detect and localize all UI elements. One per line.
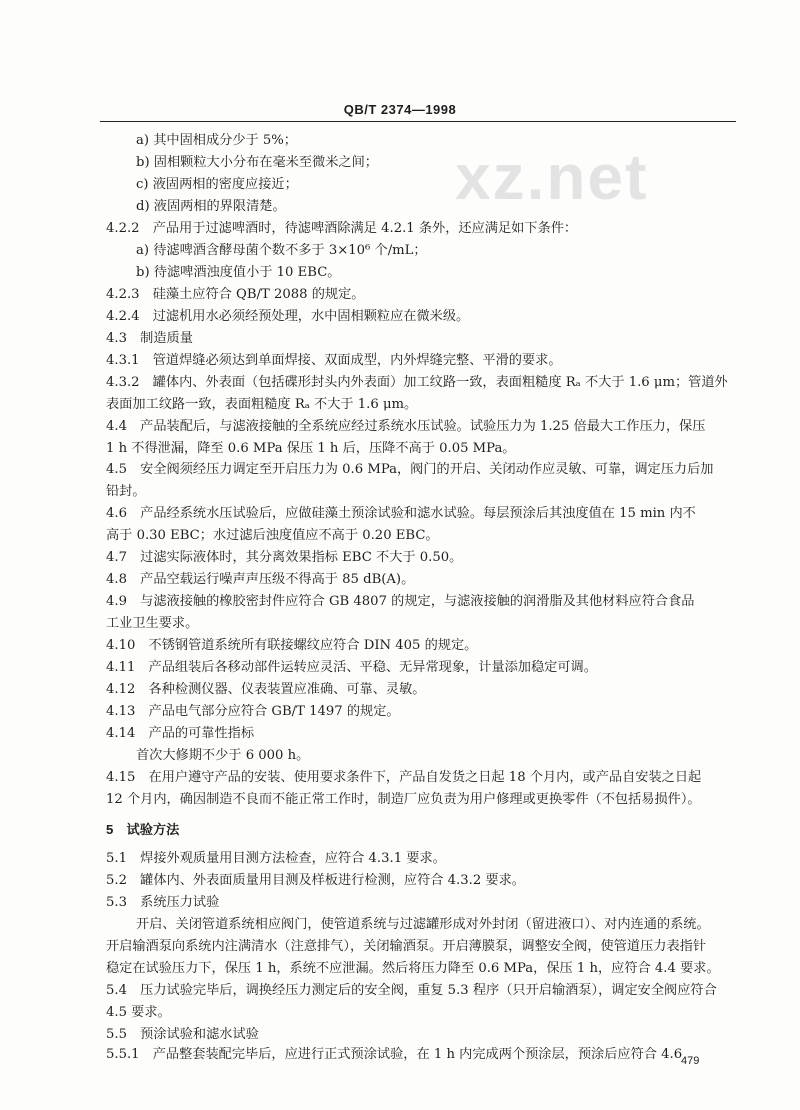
section-5-heading: 5 试验方法 xyxy=(106,822,180,837)
list-item: b) 待滤啤酒浊度值小于 10 EBC。 xyxy=(136,265,341,280)
clause-text: 高于 0.30 EBC；水过滤后浊度值应不高于 0.20 EBC。 xyxy=(106,528,439,543)
clause-4-8: 4.8 产品空载运行噪声声压级不得高于 85 dB(A)。 xyxy=(106,572,415,587)
clause-5-5-1: 5.5.1 产品整套装配完毕后，应进行正式预涂试验，在 1 h 内完成两个预涂层，预涂后应符合 4.6 xyxy=(106,1047,683,1062)
clause-4-3-2: 4.3.2 罐体内、外表面（包括碟形封头内外表面）加工纹路一致，表面粗糙度 Rₐ 不大于 1.6 μm；管道外 xyxy=(106,375,728,390)
clause-5-2: 5.2 罐体内、外表面质量用目测及样板进行检测，应符合 4.3.2 要求。 xyxy=(106,873,525,888)
watermark: xz.net xyxy=(455,141,649,213)
clause-text: 铅封。 xyxy=(106,484,146,499)
list-item: a) 其中固相成分少于 5%； xyxy=(136,133,297,148)
clause-4-2-4: 4.2.4 过滤机用水必须经预处理，水中固相颗粒应在微米级。 xyxy=(106,309,470,324)
standard-code-header: QB/T 2374—1998 xyxy=(343,102,457,117)
clause-text: 稳定在试验压力下，保压 1 h，系统不应泄漏。然后将压力降至 0.6 MPa，保压 1 h，应符合 4.4 要求。 xyxy=(106,961,720,976)
clause-4-2-3: 4.2.3 硅藻土应符合 QB/T 2088 的规定。 xyxy=(106,287,365,302)
clause-5-3-heading: 5.3 系统压力试验 xyxy=(106,895,220,910)
clause-4-11: 4.11 产品组装后各移动部件运转应灵活、平稳、无异常现象，计量添加稳定可调。 xyxy=(106,660,597,675)
clause-4-9: 4.9 与滤液接触的橡胶密封件应符合 GB 4807 的规定，与滤液接触的润滑脂及其他材料应符合食品 xyxy=(106,594,695,609)
clause-4-3-1: 4.3.1 管道焊缝必须达到单面焊接、双面成型，内外焊缝完整、平滑的要求。 xyxy=(106,353,562,368)
header-rule xyxy=(100,121,736,122)
clause-4-6: 4.6 产品经系统水压试验后，应做硅藻土预涂试验和滤水试验。每层预涂后其浊度值在 15 min 内不 xyxy=(106,506,696,521)
page-number: 479 xyxy=(681,1055,700,1067)
clause-4-2-2: 4.2.2 产品用于过滤啤酒时，待滤啤酒除满足 4.2.1 条外，还应满足如下条件： xyxy=(106,221,578,236)
clause-text: 开启输酒泵向系统内注满清水（注意排气），关闭输酒泵。开启薄膜泵，调整安全阀，使管道压力表指针 xyxy=(106,939,707,954)
list-item: a) 待滤啤酒含酵母菌个数不多于 3×10⁶ 个/mL； xyxy=(136,243,427,258)
clause-4-3-heading: 4.3 制造质量 xyxy=(106,331,193,346)
clause-5-1: 5.1 焊接外观质量用目测方法检查，应符合 4.3.1 要求。 xyxy=(106,851,446,866)
clause-4-15: 4.15 在用户遵守产品的安装、使用要求条件下，产品自发货之日起 18 个月内，或产品自安装之日起 xyxy=(106,770,702,785)
clause-4-14: 4.14 产品的可靠性指标 xyxy=(106,726,255,741)
clause-text: 表面加工纹路一致，表面粗糙度 Rₐ 不大于 1.6 μm。 xyxy=(106,397,418,412)
list-item: d) 液固两相的界限清楚。 xyxy=(136,199,286,214)
clause-5-4: 5.4 压力试验完毕后，调换经压力测定后的安全阀，重复 5.3 程序（只开启输酒泵），调定安全阀应符合 xyxy=(106,983,717,998)
clause-4-4: 4.4 产品装配后，与滤液接触的全系统应经过系统水压试验。试验压力为 1.25 倍最大工作压力，保压 xyxy=(106,419,706,434)
clause-text: 工业卫生要求。 xyxy=(106,616,199,631)
list-item: c) 液固两相的密度应接近； xyxy=(136,177,298,192)
clause-5-5-heading: 5.5 预涂试验和滤水试验 xyxy=(106,1027,259,1042)
clause-4-13: 4.13 产品电气部分应符合 GB/T 1497 的规定。 xyxy=(106,704,400,719)
clause-text: 12 个月内，确因制造不良而不能正常工作时，制造厂应负责为用户修理或更换零件（不包括易损件）。 xyxy=(106,792,701,807)
list-item: b) 固相颗粒大小分布在毫米至微米之间； xyxy=(136,155,378,170)
clause-text: 4.5 要求。 xyxy=(106,1005,171,1020)
clause-text: 1 h 不得泄漏，降至 0.6 MPa 保压 1 h 后，压降不高于 0.05 MPa。 xyxy=(106,441,516,456)
clause-4-5: 4.5 安全阀须经压力调定至开启压力为 0.6 MPa，阀门的开启、关闭动作应灵敏、可靠，调定压力后加 xyxy=(106,462,714,477)
clause-4-12: 4.12 各种检测仪器、仪表装置应准确、可靠、灵敏。 xyxy=(106,682,426,697)
clause-4-10: 4.10 不锈钢管道系统所有联接螺纹应符合 DIN 405 的规定。 xyxy=(106,638,478,653)
clause-text: 首次大修期不少于 6 000 h。 xyxy=(136,748,310,763)
clause-text: 开启、关闭管道系统相应阀门，使管道系统与过滤罐形成对外封闭（留进液口）、对内连通的系统。 xyxy=(136,917,710,932)
clause-4-7: 4.7 过滤实际液体时，其分离效果指标 EBC 不大于 0.50。 xyxy=(106,550,463,565)
